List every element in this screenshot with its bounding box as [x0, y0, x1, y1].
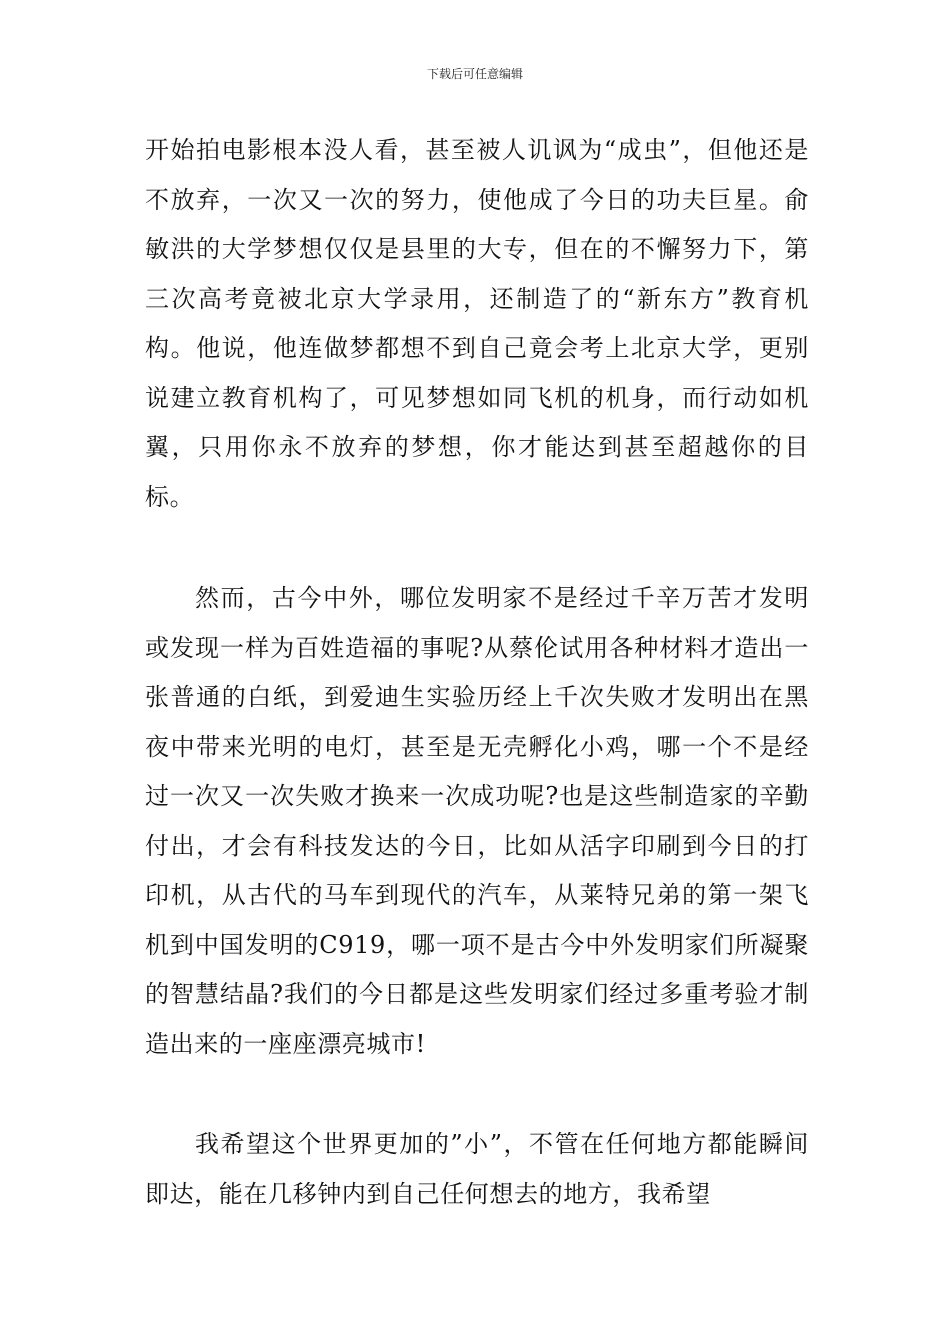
paragraph-3: [145, 1120, 809, 1219]
paragraph-1: [145, 126, 809, 522]
paragraph-3-text: 我希望这个世界更加的”小”，不管在任何地方都能瞬间即达，能在几移钟内到自己任何想去的地方，我希望: [145, 1130, 809, 1208]
paragraph-2-text: 然而，古今中外，哪位发明家不是经过千辛万苦才发明或发现一样为百姓造福的事呢?从蔡伦试用各种材料才造出一张普通的白纸，到爱迪生实验历经上千次失败才发明出在黑夜中带来光明的电灯，甚至是无壳孵化小鸡，哪一个不是经过一次又一次失败才换来一次成功呢?也是这些制造家的辛勤付出，才会有科技发达的今日，比如从活字印刷到今日的打印机，从古代的马车到现代的汽车，从莱特兄弟的第一架飞机到中国发明的C919，哪一项不是古今中外发明家们所凝聚的智慧结晶?我们的今日都是这些发明家们经过多重考验才制造出来的一座座漂亮城市!: [145, 584, 809, 1058]
page-header: 下载后可任意编辑: [426, 67, 523, 81]
paragraph-2: [145, 574, 809, 1069]
paragraph-1-text: 开始拍电影根本没人看，甚至被人讥讽为“成虫”，但他还是不放弃，一次又一次的努力，使他成了今日的功夫巨星。俞敏洪的大学梦想仅仅是县里的大专，但在的不懈努力下，第三次高考竟被北京大学录用，还制造了的“新东方”教育机构。他说，他连做梦都想不到自己竟会考上北京大学，更别说建立教育机构了，可见梦想如同飞机的机身，而行动如机翼，只用你永不放弃的梦想，你才能达到甚至超越你的目标。: [145, 136, 809, 511]
